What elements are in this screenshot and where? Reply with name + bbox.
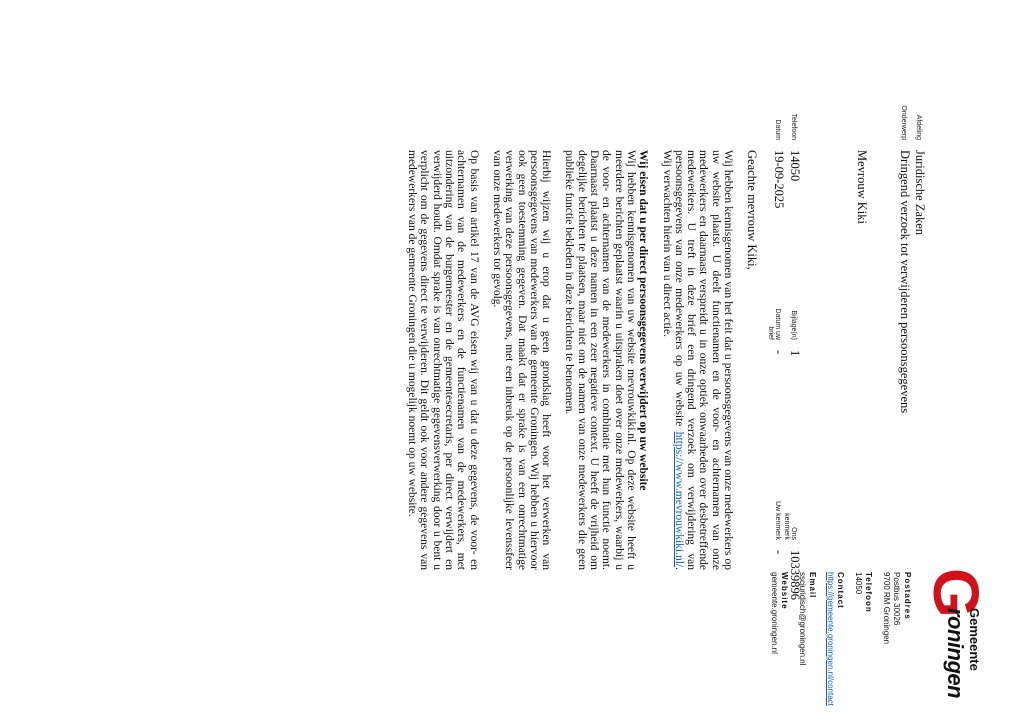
gemeente-groningen-logo	[922, 568, 1002, 698]
datum-uw-brief-label: Datum uw brief	[767, 308, 781, 340]
paragraph-3: Hierbij wijzen wij u erop dat u geen grondslag heeft voor het verwerken van persoonsgegevens van medewerkers van de gemeente Groningen. Wij hebben u hiervoor ook geen toestemming gegeven. Dat maakt dat er sprake is van een onrechtmatige verwerking van deze persoonsgegevens, met een inbreuk op de persoonlijke levenssfeer van onze medewerkers tot gevolg.	[490, 150, 553, 570]
uw-kenmerk-label: Uw kenmerk	[774, 501, 781, 540]
contact-link[interactable]: https://gemeente.groningen.nl/contact	[826, 572, 835, 706]
logo-text-rest: roningen	[943, 608, 968, 699]
email-label: Email	[808, 572, 818, 599]
datum-label: Datum	[774, 119, 781, 140]
telefoon-label: Telefoon	[864, 572, 874, 613]
paragraph-1	[660, 150, 734, 570]
ons-kenmerk-label: Ons kenmerk	[783, 513, 797, 540]
logo-g-mark: G	[920, 568, 992, 618]
ons-kenmerk-value: 10339896	[788, 550, 802, 600]
recipient-name: Mevrouw Kiki	[855, 150, 869, 224]
logo-text-bottom	[942, 608, 968, 698]
paragraph-2	[563, 150, 649, 570]
paragraph-2-heading: Wij eisen dat u per direct persoonsgegevens verwijdert op uw website	[637, 150, 650, 491]
salutation: Geachte mevrouw Kiki,	[745, 150, 759, 270]
telefoon-ref-value: 14050	[788, 150, 802, 182]
p1-text: Wij hebben kennisgenomen van het feit dat u persoonsgegevens van onze medewerkers op uw website plaatst. U deelt functienamen en de voor- en achternamen van onze medewerkers en daarnaast verspreidt u in onze optiek onwaarheden over desbetreffende medewerkers. U treft in deze brief een dringend verzoek om verwijdering van persoonsgegevens van onze medewerkers op uw website	[672, 150, 734, 570]
postadres-line2: 9700 RM Groningen	[882, 572, 891, 645]
telefoon-ref-label: Telefoon	[790, 113, 797, 140]
datum-value: 19-09-2025	[772, 150, 786, 209]
letter-body	[395, 150, 734, 570]
website-label: Website	[780, 572, 790, 610]
logo-text-top: Gemeente	[967, 608, 982, 671]
uw-kenmerk-value: -	[772, 550, 786, 555]
bijlagen-value: 1	[788, 350, 802, 357]
paragraph-2-body: Wij hebben kennisgenomen van uw website mevrouwkiki.nl. Op deze website heeft u meerdere berichten geplaatst waarin u uitspraken doet over onze medewerkers, waarbij u de voor- en achternamen van de medewerkers in combinatie met hun functie noemt. Daarnaast plaatst u deze namen in een zeer negatieve context. U heeft de vrijheid om degelijke berichten te plaatsen, maar niet om de namen van onze medewerkers die geen publieke functie bekleden in deze berichten te benoemen.	[563, 150, 637, 570]
postadres-line1: Postbus 30026	[892, 572, 902, 626]
contact-label: Contact	[836, 572, 846, 609]
email-value: sscjuridisch@groningen.nl	[798, 572, 807, 666]
paragraph-4: Op basis van artikel 17 van de AVG eisen wij van u dat u deze gegevens, de voor- en achternamen van de medewerkers en de functienamen van de medewerkers, met uitzondering van de burgemeester en de gemeentesecretaris, per direct verwijdert en verwijderd houdt. Omdat sprake is van onrechtmatige gegevensverwerking door u bent u verplicht om de gegevens direct te verwijderen. Dit geldt ook voor andere gegevens van medewerkers van de gemeente Groningen die u mogelijk noemt op uw website.	[406, 150, 480, 570]
bijlagen-label: Bijlage(n)	[790, 310, 797, 340]
onderwerp-value: Dringend verzoek tot verwijderen persoonsgegevens	[898, 150, 912, 414]
afdeling-value: Juridische Zaken	[913, 150, 927, 236]
p1-text-end: . Wij verwachten hierin van u direct actie.	[660, 150, 685, 570]
telefoon-value: 14050	[854, 572, 863, 595]
website-value: gemeente.groningen.nl	[770, 572, 779, 654]
website-link[interactable]: https://www.mevrouwkiki.nl/	[672, 431, 685, 568]
onderwerp-label: Onderwerp	[900, 105, 907, 140]
datum-uw-brief-value: -	[772, 350, 786, 355]
postadres-label: Postadres	[903, 572, 912, 620]
afdeling-label: Afdeling	[915, 114, 922, 140]
